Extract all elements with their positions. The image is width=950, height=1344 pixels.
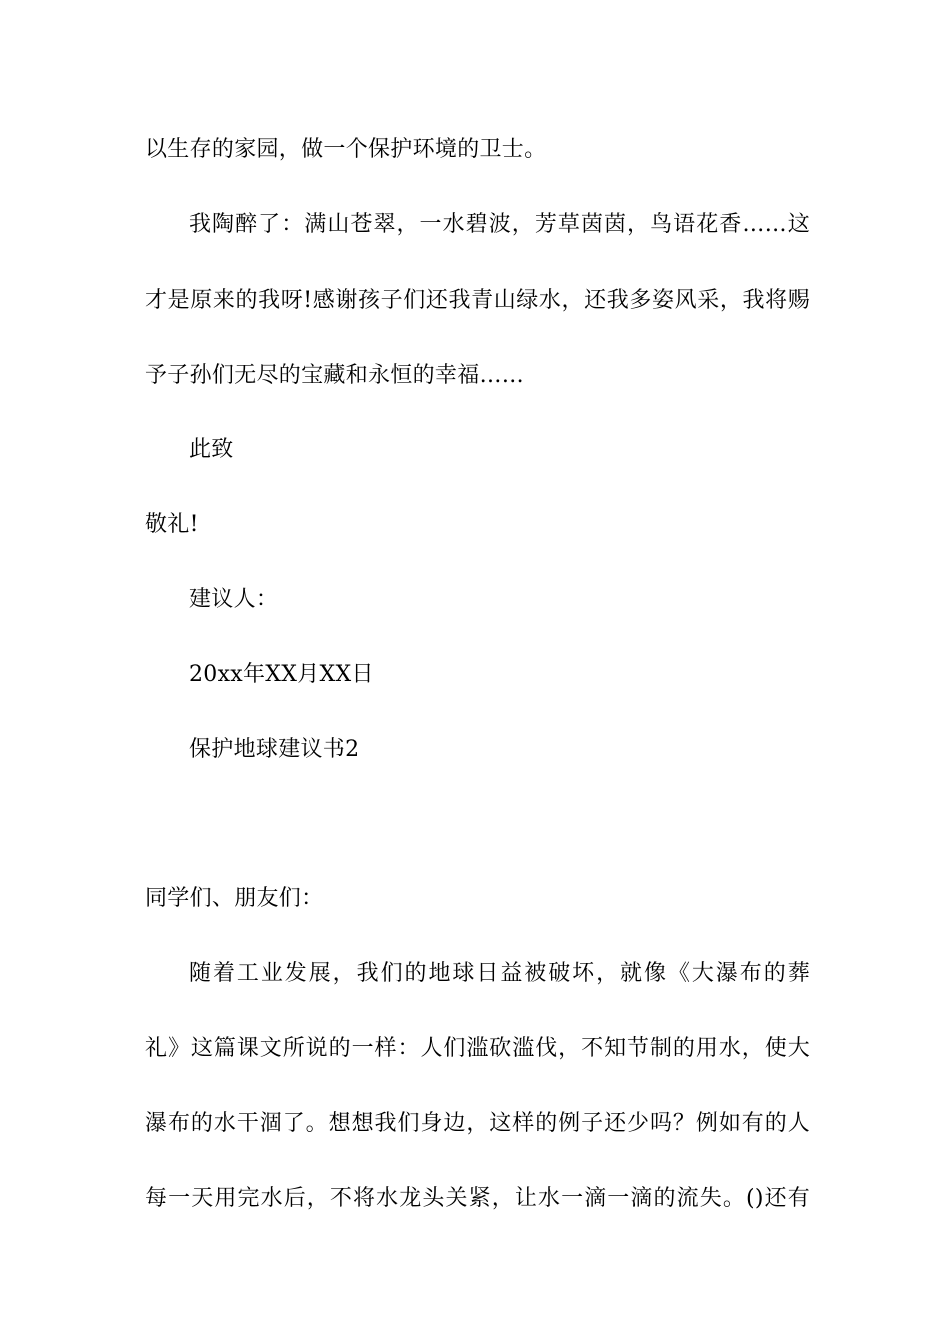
greeting-line: 同学们、朋友们： [145,886,324,911]
closing-salutation: 此致 [189,437,234,462]
section-title: 保护地球建议书2 [189,737,360,762]
paragraph-line: 才是原来的我呀!感谢孩子们还我青山绿水，还我多姿风采，我将赐 [145,288,810,313]
paragraph-line: 礼》这篇课文所说的一样：人们滥砍滥伐，不知节制的用水，使大 [145,1036,810,1061]
paragraph-line: 予子孙们无尽的宝藏和永恒的幸福…… [145,363,525,388]
paragraph-line: 每一天用完水后，不将水龙头关紧，让水一滴一滴的流失。()还有 [145,1186,810,1211]
signature-label: 建议人： [189,587,279,612]
closing-regards: 敬礼! [145,512,199,537]
paragraph-line: 随着工业发展，我们的地球日益被破坏，就像《大瀑布的葬 [189,961,810,986]
paragraph-line: 以生存的家园，做一个保护环境的卫士。 [145,137,547,162]
paragraph-line: 我陶醉了：满山苍翠，一水碧波，芳草茵茵，鸟语花香……这 [189,212,810,237]
paragraph-line: 瀑布的水干涸了。想想我们身边，这样的例子还少吗？例如有的人 [145,1111,810,1136]
date-line: 20xx年XX月XX日 [189,662,374,687]
